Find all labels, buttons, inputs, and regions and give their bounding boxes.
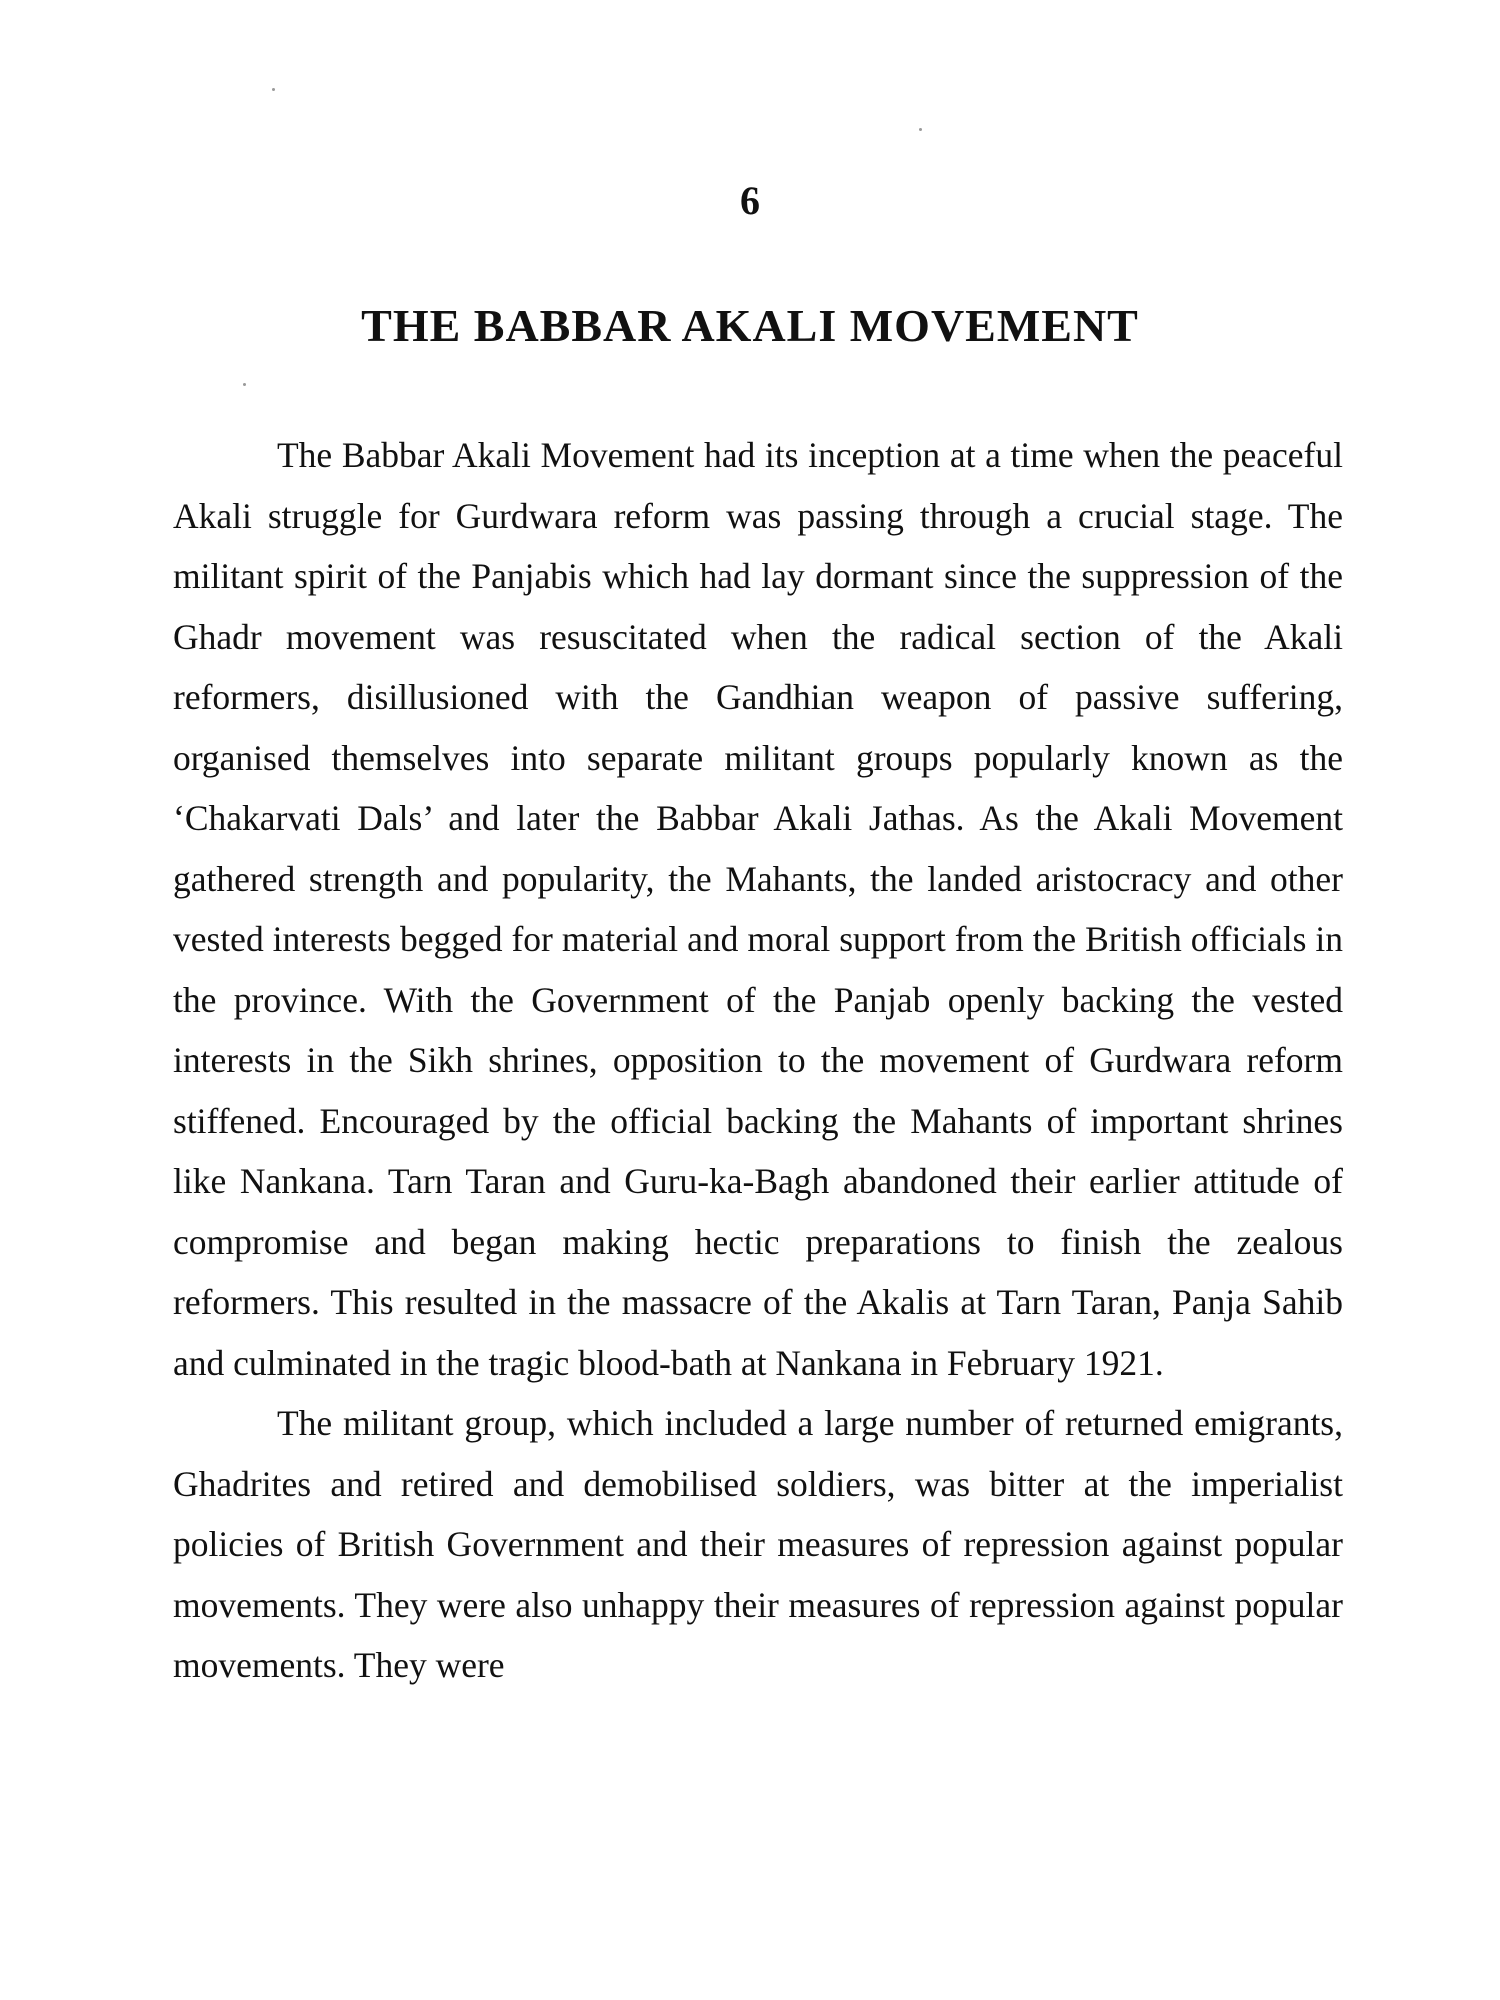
scan-speck	[243, 383, 246, 386]
chapter-title: THE BABBAR AKALI MOVEMENT	[361, 300, 1139, 351]
scan-speck	[272, 88, 275, 91]
chapter-number: 6	[740, 178, 760, 223]
chapter-body	[173, 425, 1343, 1696]
scan-speck	[919, 128, 922, 131]
paragraph-1: The Babbar Akali Movement had its inception at a time when the peaceful Akali struggle for Gurdwara reform was passing through a crucial stage. The militant spirit of the Panjabis which had lay dormant since the suppression of the Ghadr movement was resuscitated when the radical section of the Akali reformers, disillusioned with the Gandhian weapon of passive suffering, organised themselves into separate militant groups popularly known as the ‘Chakarvati Dals’ and later the Babbar Akali Jathas. As the Akali Movement gathered strength and popularity, the Mahants, the landed aristocracy and other vested interests begged for material and moral support from the British officials in the province. With the Government of the Panjab openly backing the vested interests in the Sikh shrines, opposition to the movement of Gurdwara reform stiffened. Encouraged by the official backing the Mahants of important shrines like Nankana. Tarn Taran and Guru-ka-Bagh abandoned their earlier attitude of compromise and began making hectic preparations to finish the zealous reformers. This resulted in the massacre of the Akalis at Tarn Taran, Panja Sahib and culminated in the tragic blood-bath at Nankana in February 1921.	[173, 435, 1343, 1383]
paragraph-2: The militant group, which included a large number of returned emigrants, Ghadrites and retired and demobilised soldiers, was bitter at the imperialist policies of British Government and their measures of repression against popular movements. They were also unhappy their measures of repression against popular movements. They were	[173, 1403, 1343, 1685]
